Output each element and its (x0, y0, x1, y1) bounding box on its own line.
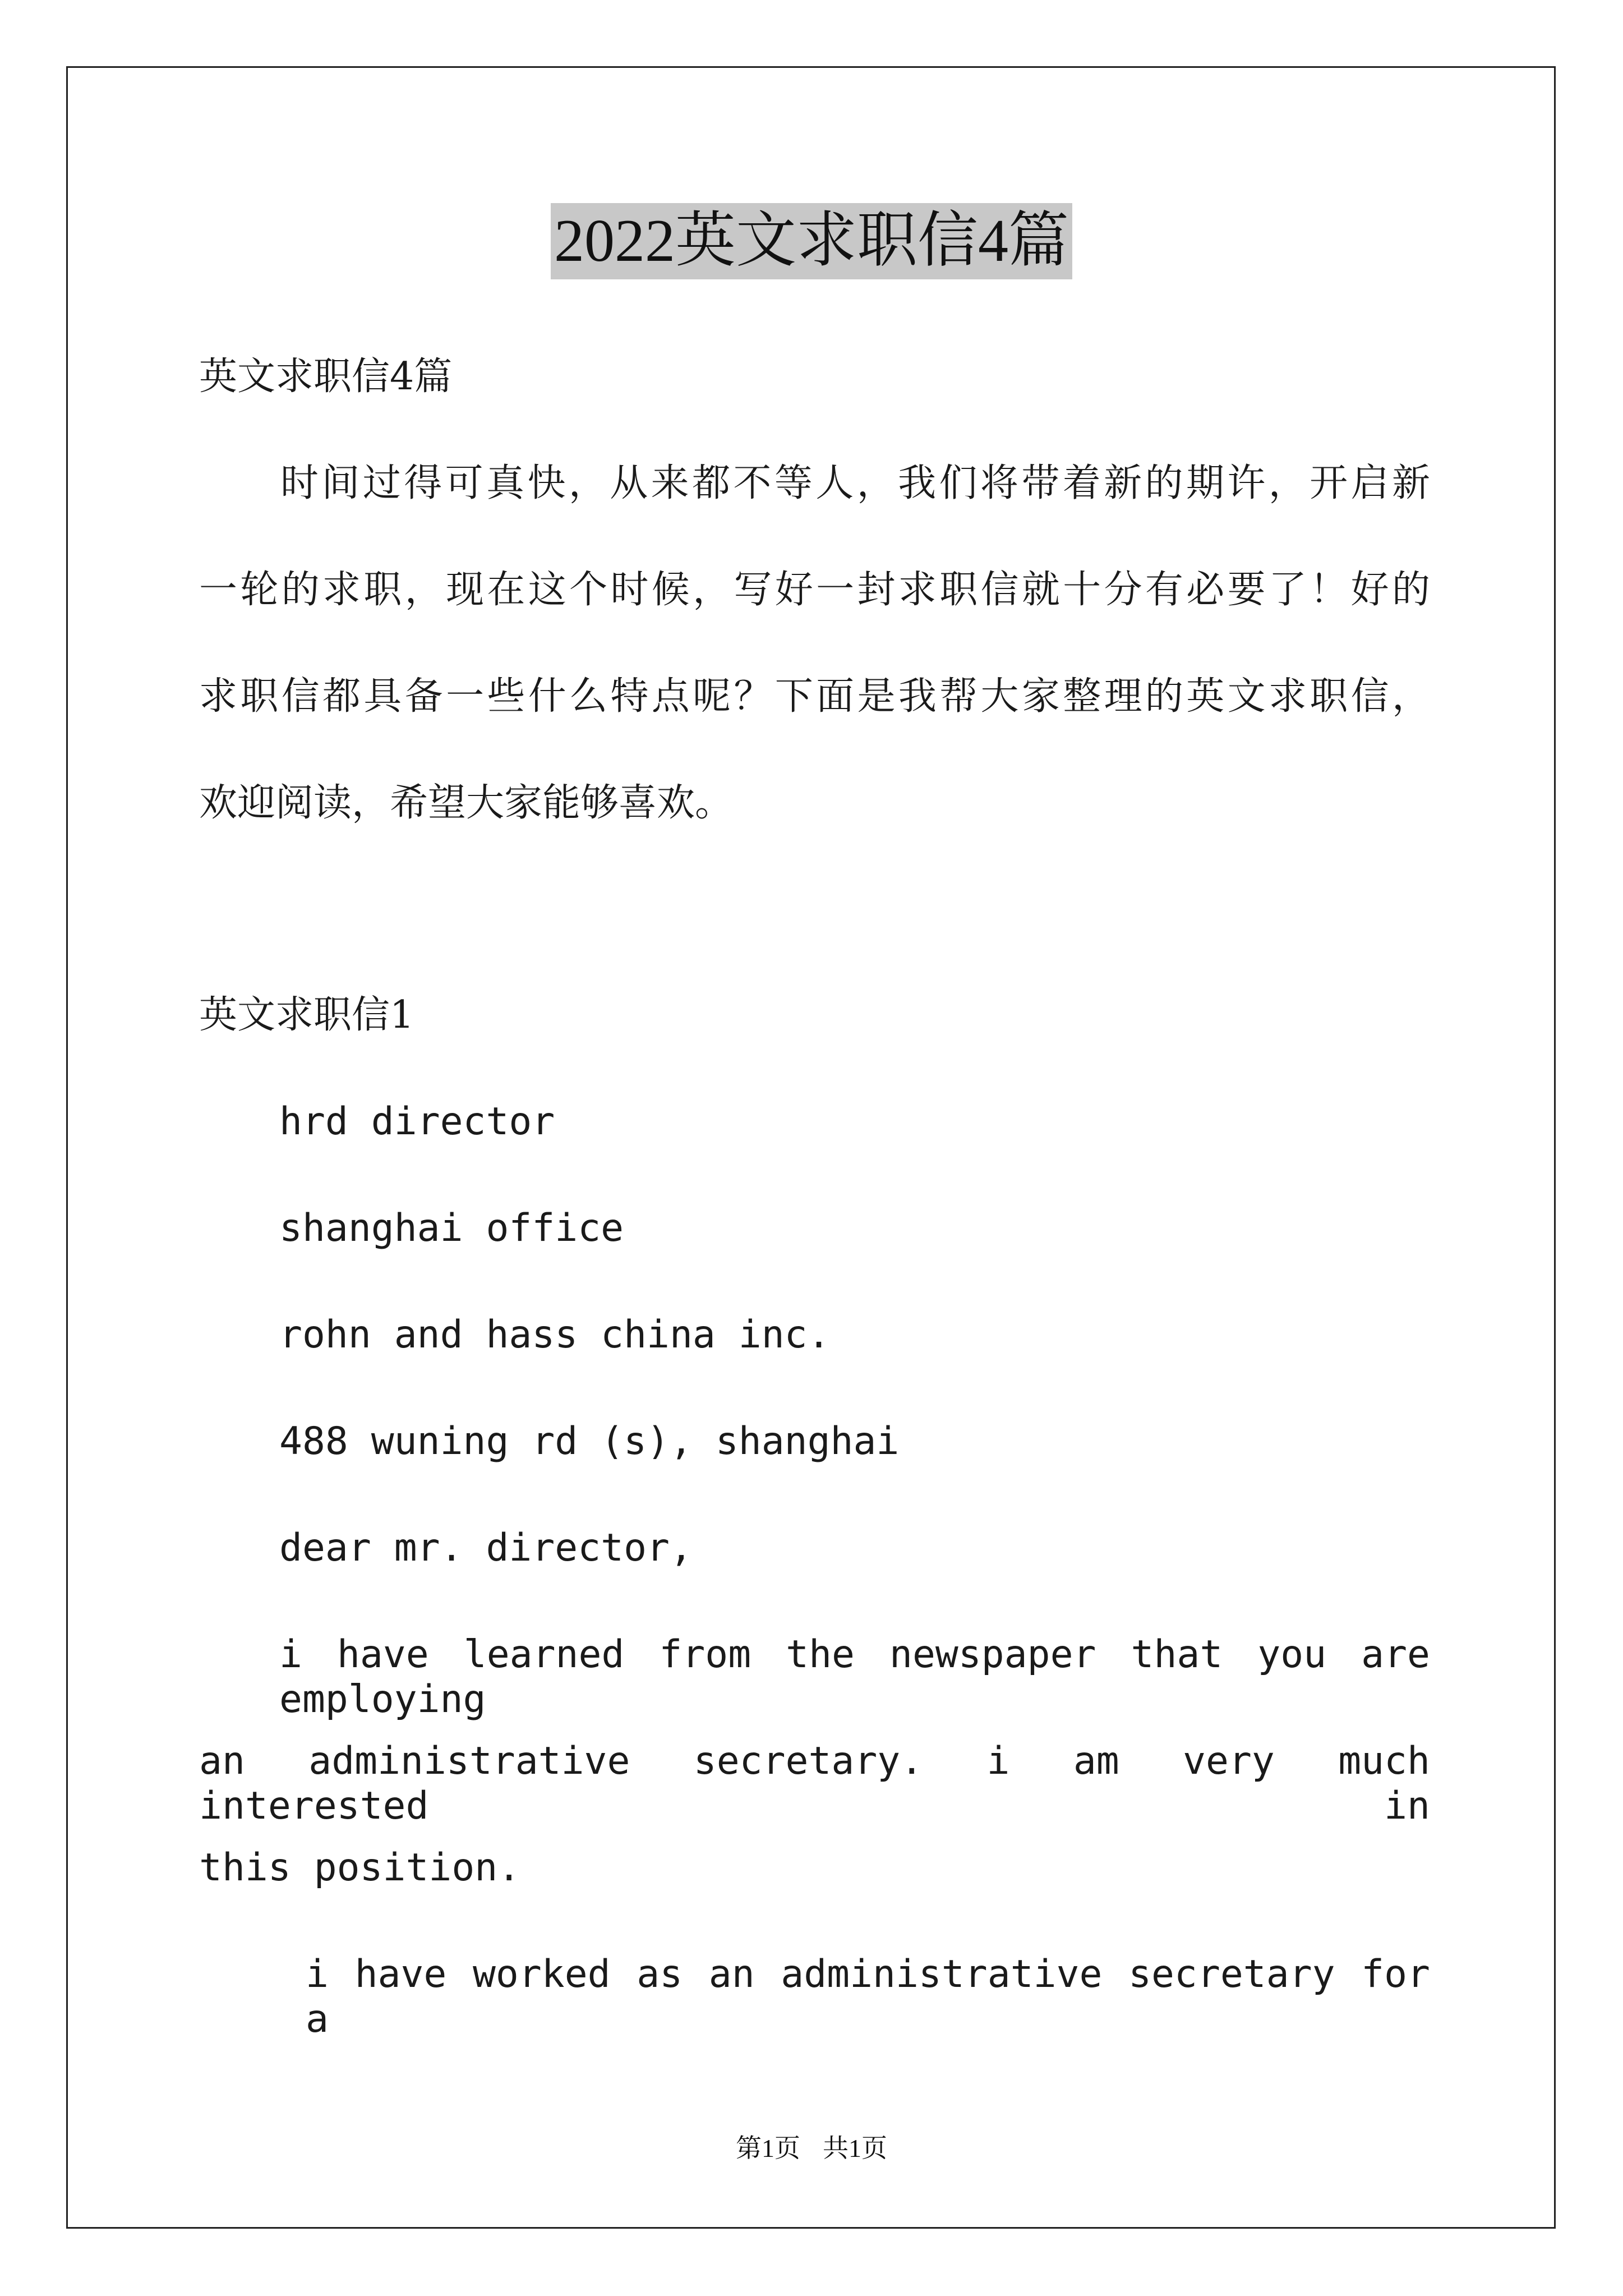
address-line: rohn and hass china inc. (279, 1313, 831, 1357)
page-footer (0, 2132, 1623, 2165)
address-line: 488 wuning rd (s), shanghai (279, 1419, 900, 1464)
title-wrap (0, 203, 1623, 279)
body-line: i have worked as an administrative secretary for a (306, 1952, 1430, 2041)
body-line: an administrative secretary. i am very much interested in (199, 1739, 1430, 1828)
address-line: shanghai office (279, 1206, 624, 1250)
page-number: 第1页 (736, 2134, 800, 2162)
intro-line: 求职信都具备一些什么特点呢？下面是我帮大家整理的英文求职信， (199, 674, 1430, 719)
section-heading: 英文求职信1 (199, 993, 414, 1037)
intro-line: 时间过得可真快，从来都不等人，我们将带着新的期许，开启新 (280, 461, 1430, 505)
intro-line: 一轮的求职，现在这个时候，写好一封求职信就十分有必要了！好的 (199, 568, 1430, 612)
body-line: i have learned from the newspaper that you are employing (279, 1632, 1430, 1722)
page-total: 共1页 (823, 2134, 887, 2162)
salutation: dear mr. director, (279, 1526, 693, 1570)
body-line: this position. (199, 1846, 521, 1890)
address-line: hrd director (279, 1099, 555, 1144)
intro-line: 欢迎阅读，希望大家能够喜欢。 (199, 781, 734, 825)
document-title: 2022英文求职信4篇 (551, 203, 1072, 279)
document-subtitle: 英文求职信4篇 (199, 355, 453, 399)
